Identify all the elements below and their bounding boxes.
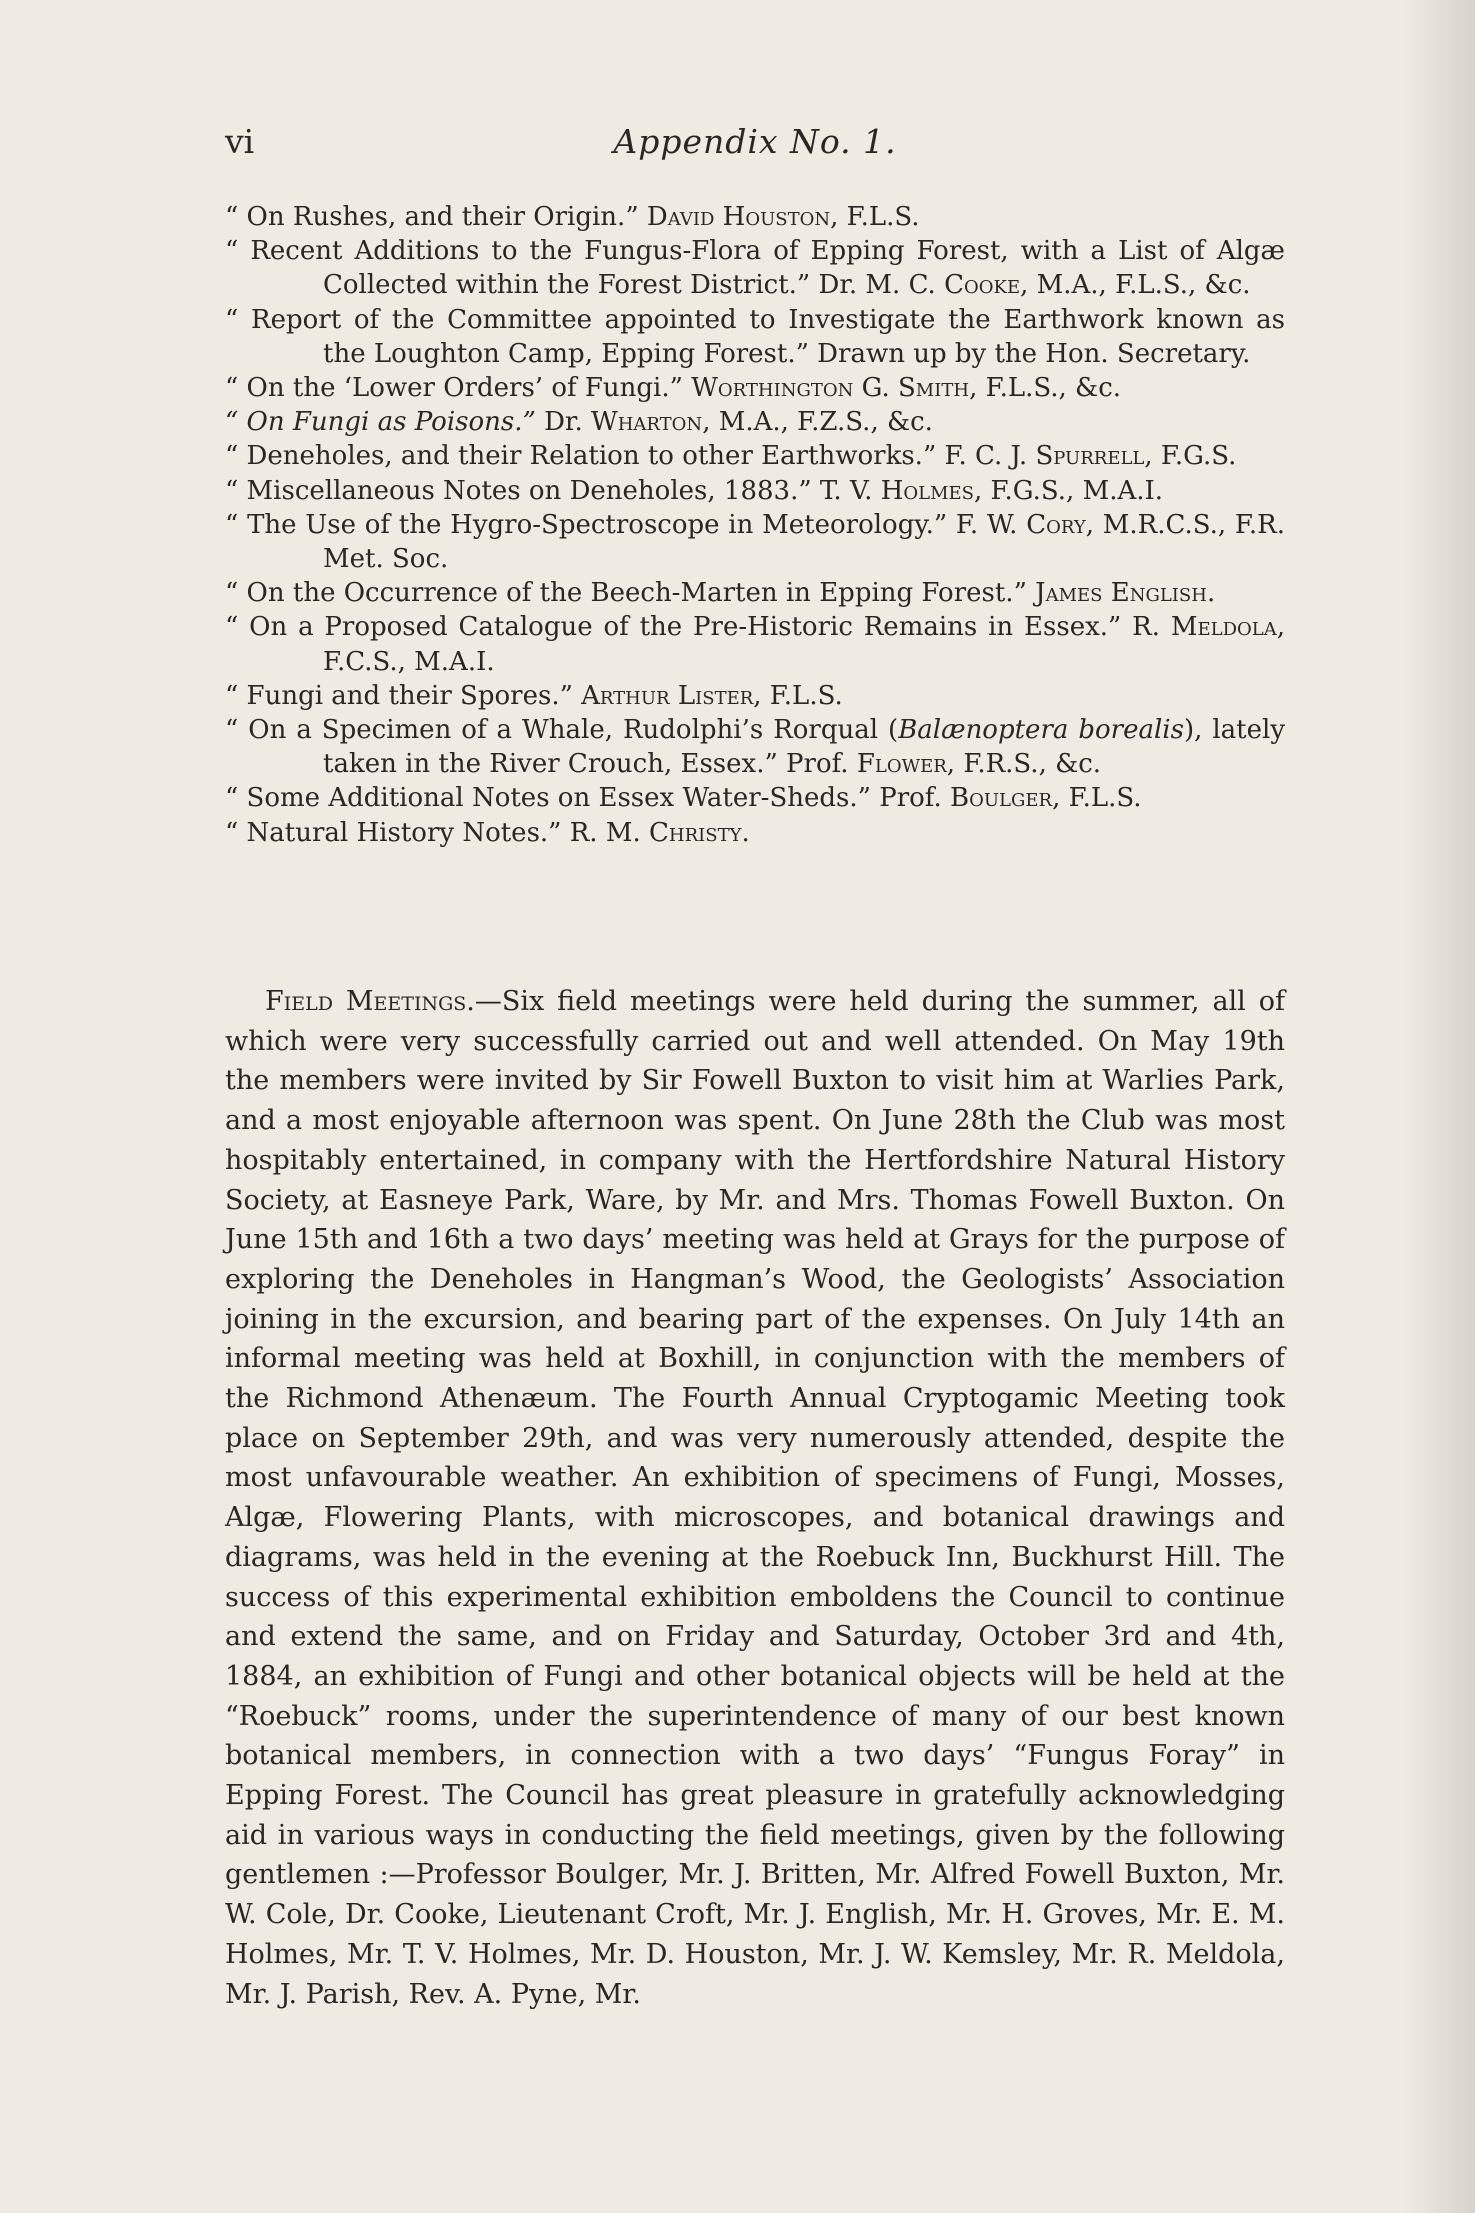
paper-author: Meldola — [1170, 612, 1277, 643]
paper-author-prefix: Dr. M. C. — [818, 270, 936, 301]
paper-author: James English — [1035, 578, 1207, 609]
paper-entry — [225, 713, 1285, 781]
paper-entry — [225, 439, 1285, 473]
paper-author-suffix: , F.R.S., &c. — [946, 749, 1102, 780]
paper-author-prefix: F. C. J. — [944, 441, 1028, 472]
paper-author-suffix: . — [1206, 578, 1216, 609]
paper-entry — [225, 679, 1285, 713]
paper-author: Cooke — [944, 270, 1021, 301]
papers-list — [225, 200, 1285, 850]
page-header — [225, 122, 1285, 172]
paper-author-plain: Drawn up by the Hon. Secretary. — [817, 338, 1251, 369]
paper-entry — [225, 576, 1285, 610]
paper-author-suffix: , F.G.S. — [1144, 441, 1237, 472]
paper-title: “ Recent Additions to the Fungus-Flora of Epping Forest, with a List of Algæ Collected within the Forest District.” — [225, 236, 1285, 301]
running-title: Appendix No. 1. — [613, 122, 897, 161]
paper-title: “ On the Occurrence of the Beech-Marten in Epping Forest.” — [225, 578, 1027, 609]
paper-title: “ On the ‘Lower Orders’ of Fungi.” — [225, 373, 683, 404]
paper-author: Wharton — [591, 407, 703, 438]
paper-entry — [225, 371, 1285, 405]
paper-author: Worthington G. Smith — [691, 373, 970, 404]
page-number: vi — [225, 122, 255, 161]
paper-author-suffix: , F.L.S. — [1052, 783, 1142, 814]
paper-author: David Houston — [646, 202, 831, 232]
paper-entry — [225, 610, 1285, 678]
field-meetings-heading: Field Meetings. — [265, 986, 475, 1017]
paper-author: Arthur Lister — [581, 680, 754, 711]
paper-author-suffix: , F.C.S., M.A.I. — [323, 612, 1285, 677]
page-edge-shadow — [1405, 0, 1475, 2213]
paper-entry — [225, 303, 1285, 371]
paper-author: Flower — [856, 749, 947, 780]
paper-author-prefix: F. W. — [955, 509, 1018, 540]
paper-author: Cory — [1026, 509, 1086, 540]
paper-author-prefix: R. M. — [569, 817, 641, 848]
paper-author: Spurrell — [1035, 441, 1145, 472]
paper-author-prefix: Prof. — [786, 749, 849, 780]
paper-author-suffix: , F.L.S. — [830, 202, 920, 232]
paper-title: “ On Rushes, and their Origin.” — [225, 202, 639, 232]
paper-title: “ Deneholes, and their Relation to other Earthworks.” — [225, 441, 937, 472]
paper-title: “ Miscellaneous Notes on Deneholes, 1883.” — [225, 475, 812, 506]
paper-author-prefix: Prof. — [879, 783, 942, 814]
paper-author: Boulger — [950, 783, 1053, 814]
paper-title: “ On a Specimen of a Whale, Rudolphi’s Rorqual ( — [225, 715, 899, 746]
paper-author-prefix: Dr. — [544, 407, 583, 438]
paper-author-suffix: , F.L.S., &c. — [969, 373, 1122, 404]
paper-title-end: ), lately taken in the River Crouch, Essex.” — [323, 715, 1286, 780]
paper-title: “ The Use of the Hygro-Spectroscope in Meteorology.” — [225, 509, 948, 540]
paper-author-prefix: R. — [1132, 612, 1161, 643]
paper-title: “ Some Additional Notes on Essex Water-Sheds.” — [225, 783, 871, 814]
paper-title: “ On Fungi as Poisons.” — [225, 407, 536, 438]
paper-entry — [225, 234, 1285, 302]
paper-author-prefix: T. V. — [819, 475, 873, 506]
paper-latin-name: Balænoptera borealis — [898, 715, 1184, 746]
paper-author-suffix: . — [741, 817, 750, 848]
paper-entry — [225, 508, 1285, 576]
paper-author-suffix: , F.L.S. — [753, 680, 843, 711]
paper-author-suffix: , F.G.S., M.A.I. — [974, 475, 1164, 506]
paper-title: “ Report of the Committee appointed to Investigate the Earthwork known as the Loughton Camp, Epping Forest.” — [225, 304, 1285, 369]
field-meetings-text: —Six field meetings were held during the summer, all of which were very successfully carried out and well attended. On May 19th the members were invited by Sir Fowell Buxton to visit him at Warlies Park, and a most enjoyable afternoon was spent. On June 28th the Club was most hospitably entertained, in company with the Hertfordshire Natural History Society, at Easneye Park, Ware, by Mr. and Mrs. Thomas Fowell Buxton. On June 15th and 16th a two days’ meeting was held at Grays for the purpose of exploring the Deneholes in Hangman’s Wood, the Geologists’ Association joining in the excursion, and bearing part of the expenses. On July 14th an informal meeting was held at Boxhill, in conjunction with the members of the Richmond Athenæum. The Fourth Annual Cryptogamic Meeting took place on September 29th, and was very numerously attended, despite the most unfavourable weather. An exhibition of specimens of Fungi, Mosses, Algæ, Flowering Plants, with microscopes, and botanical drawings and diagrams, was held in the evening at the Roebuck Inn, Buckhurst Hill. The success of this experimental exhibition emboldens the Council to continue and extend the same, and on Friday and Saturday, October 3rd and 4th, 1884, an exhibition of Fungi and other botanical objects will be held at the “Roebuck” rooms, under the superintendence of many of our best known botanical members, in connection with a two days’ “Fungus Foray” in Epping Forest. The Council has great pleasure in gratefully acknowledging aid in various ways in conducting the field meetings, given by the following gentlemen :—Professor Boulger, Mr. J. Britten, Mr. Alfred Fowell Buxton, Mr. W. Cole, Dr. Cooke, Lieutenant Croft, Mr. J. English, Mr. H. Groves, Mr. E. M. Holmes, Mr. T. V. Holmes, Mr. D. Houston, Mr. J. W. Kemsley, Mr. R. Meldola, Mr. J. Parish, Rev. A. Pyne, Mr. — [225, 986, 1285, 2010]
field-meetings-paragraph — [225, 982, 1285, 2014]
paper-author: Christy — [649, 817, 742, 848]
paper-entry — [225, 781, 1285, 815]
paper-entry — [225, 405, 1285, 439]
paper-author-suffix: , M.A., F.Z.S., &c. — [702, 407, 933, 438]
paper-author-suffix: , M.A., F.L.S., &c. — [1020, 270, 1251, 301]
paper-author-suffix: , M.R.C.S., F.R. Met. Soc. — [323, 509, 1286, 575]
paper-title: “ Natural History Notes.” — [225, 817, 562, 848]
paper-entry — [225, 200, 1285, 234]
paper-title: “ Fungi and their Spores.” — [225, 680, 573, 711]
paper-title: “ On a Proposed Catalogue of the Pre-Historic Remains in Essex.” — [225, 612, 1122, 643]
paper-entry — [225, 816, 1285, 850]
paper-entry — [225, 474, 1285, 508]
paper-author: Holmes — [880, 475, 974, 506]
